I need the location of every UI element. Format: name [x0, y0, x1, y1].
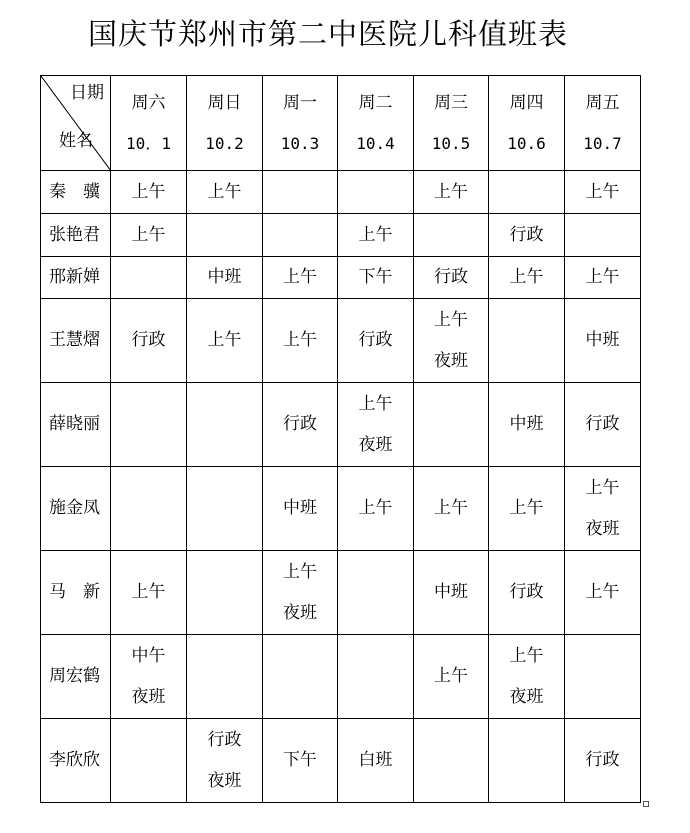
- shift-label: 上午: [509, 645, 544, 666]
- header-row: [41, 76, 641, 171]
- shift-cell: [187, 214, 263, 257]
- shift-cell: [187, 467, 263, 551]
- shift-cell: [489, 635, 565, 719]
- staff-name: 王慧熠: [41, 299, 111, 383]
- shift-cell: [263, 551, 338, 635]
- table-row: [41, 257, 641, 299]
- shift-cell: 上午: [111, 214, 187, 257]
- shift-cell: 上午: [187, 171, 263, 214]
- shift-cell: 上午: [565, 257, 641, 299]
- shift-label: 夜班: [509, 686, 544, 707]
- shift-cell: 上午: [565, 551, 641, 635]
- shift-label: 夜班: [131, 686, 166, 707]
- day-header-1: [187, 76, 263, 171]
- shift-cell: 中班: [565, 299, 641, 383]
- shift-cell: 上午: [414, 467, 489, 551]
- shift-cell: 上午: [489, 257, 565, 299]
- shift-cell: 上午: [187, 299, 263, 383]
- shift-cell: 上午: [111, 551, 187, 635]
- shift-cell: 上午: [414, 171, 489, 214]
- shift-label: 上午: [358, 393, 393, 414]
- staff-name: 施金凤: [41, 467, 111, 551]
- table-row: [41, 635, 641, 719]
- shift-cell: 上午: [565, 171, 641, 214]
- shift-cell: 上午: [489, 467, 565, 551]
- staff-name: 李欣欣: [41, 719, 111, 803]
- shift-label: 行政: [207, 729, 242, 750]
- date-label: 10.2: [205, 133, 244, 153]
- shift-cell: [187, 635, 263, 719]
- weekday-label: 周六: [131, 92, 166, 113]
- shift-cell: [187, 551, 263, 635]
- staff-name: 秦 骥: [41, 171, 111, 214]
- shift-label: 上午: [585, 477, 620, 498]
- table-row: [41, 551, 641, 635]
- shift-cell: 行政: [338, 299, 414, 383]
- staff-name: 邢新婵: [41, 257, 111, 299]
- shift-cell: [111, 383, 187, 467]
- shift-cell: [111, 719, 187, 803]
- shift-cell: 下午: [338, 257, 414, 299]
- table-row: [41, 214, 641, 257]
- shift-cell: 行政: [111, 299, 187, 383]
- shift-cell: [263, 635, 338, 719]
- shift-label: 夜班: [434, 350, 468, 371]
- staff-name: 周宏鹤: [41, 635, 111, 719]
- shift-cell: 中班: [489, 383, 565, 467]
- weekday-label: 周四: [509, 92, 544, 113]
- day-header-2: [263, 76, 338, 171]
- shift-label: 上午: [434, 309, 468, 330]
- shift-cell: [489, 171, 565, 214]
- shift-cell: [111, 467, 187, 551]
- shift-label: 中午: [131, 645, 166, 666]
- name-axis-label: 姓名: [59, 131, 93, 151]
- weekday-label: 周三: [434, 92, 468, 113]
- shift-label: 上午: [283, 561, 317, 582]
- shift-cell: [111, 635, 187, 719]
- shift-cell: 上午: [111, 171, 187, 214]
- corner-cell: [41, 76, 111, 171]
- day-header-0: [111, 76, 187, 171]
- date-label: 10．1: [126, 133, 171, 153]
- shift-label: 夜班: [358, 434, 393, 455]
- date-label: 10.5: [431, 133, 471, 153]
- staff-name: 张艳君: [41, 214, 111, 257]
- date-label: 10.7: [583, 133, 622, 153]
- shift-cell: [338, 551, 414, 635]
- shift-cell: [338, 383, 414, 467]
- shift-cell: 行政: [414, 257, 489, 299]
- shift-cell: 行政: [565, 719, 641, 803]
- shift-cell: 中班: [263, 467, 338, 551]
- shift-cell: [187, 383, 263, 467]
- shift-cell: [414, 214, 489, 257]
- date-axis-label: 日期: [70, 83, 104, 103]
- shift-cell: [187, 719, 263, 803]
- shift-cell: [565, 214, 641, 257]
- shift-cell: 下午: [263, 719, 338, 803]
- day-header-6: [565, 76, 641, 171]
- page-title: 国庆节郑州市第二中医院儿科值班表: [88, 17, 569, 51]
- shift-label: 夜班: [283, 602, 317, 623]
- shift-cell: 上午: [338, 214, 414, 257]
- day-header-5: [489, 76, 565, 171]
- shift-cell: 上午: [263, 299, 338, 383]
- shift-cell: 白班: [338, 719, 414, 803]
- end-of-document-marker: [643, 801, 649, 807]
- shift-label: 夜班: [207, 770, 242, 791]
- weekday-label: 周一: [283, 92, 317, 113]
- shift-cell: [338, 171, 414, 214]
- shift-cell: [489, 719, 565, 803]
- table-row: [41, 383, 641, 467]
- day-header-3: [338, 76, 414, 171]
- shift-cell: 行政: [489, 551, 565, 635]
- shift-cell: [414, 383, 489, 467]
- duty-roster-table: [40, 75, 641, 803]
- date-label: 10.4: [356, 133, 395, 153]
- date-label: 10.3: [280, 133, 320, 153]
- shift-cell: 中班: [187, 257, 263, 299]
- table-row: [41, 299, 641, 383]
- shift-cell: [565, 635, 641, 719]
- shift-cell: [414, 299, 489, 383]
- shift-cell: 行政: [565, 383, 641, 467]
- shift-cell: 上午: [338, 467, 414, 551]
- weekday-label: 周二: [358, 92, 393, 113]
- shift-cell: [263, 214, 338, 257]
- weekday-label: 周五: [585, 92, 620, 113]
- shift-label: 夜班: [585, 518, 620, 539]
- shift-cell: 行政: [489, 214, 565, 257]
- shift-cell: [338, 635, 414, 719]
- shift-cell: 上午: [263, 257, 338, 299]
- shift-cell: [111, 257, 187, 299]
- day-header-4: [414, 76, 489, 171]
- shift-cell: [489, 299, 565, 383]
- staff-name: 薛晓丽: [41, 383, 111, 467]
- shift-cell: 上午: [414, 635, 489, 719]
- shift-cell: [263, 171, 338, 214]
- table-row: [41, 467, 641, 551]
- shift-cell: 行政: [263, 383, 338, 467]
- staff-name: 马 新: [41, 551, 111, 635]
- shift-cell: [414, 719, 489, 803]
- table-row: [41, 171, 641, 214]
- table-row: [41, 719, 641, 803]
- shift-cell: [565, 467, 641, 551]
- weekday-label: 周日: [207, 92, 242, 113]
- date-label: 10.6: [507, 133, 546, 153]
- roster-body: [41, 76, 641, 803]
- shift-cell: 中班: [414, 551, 489, 635]
